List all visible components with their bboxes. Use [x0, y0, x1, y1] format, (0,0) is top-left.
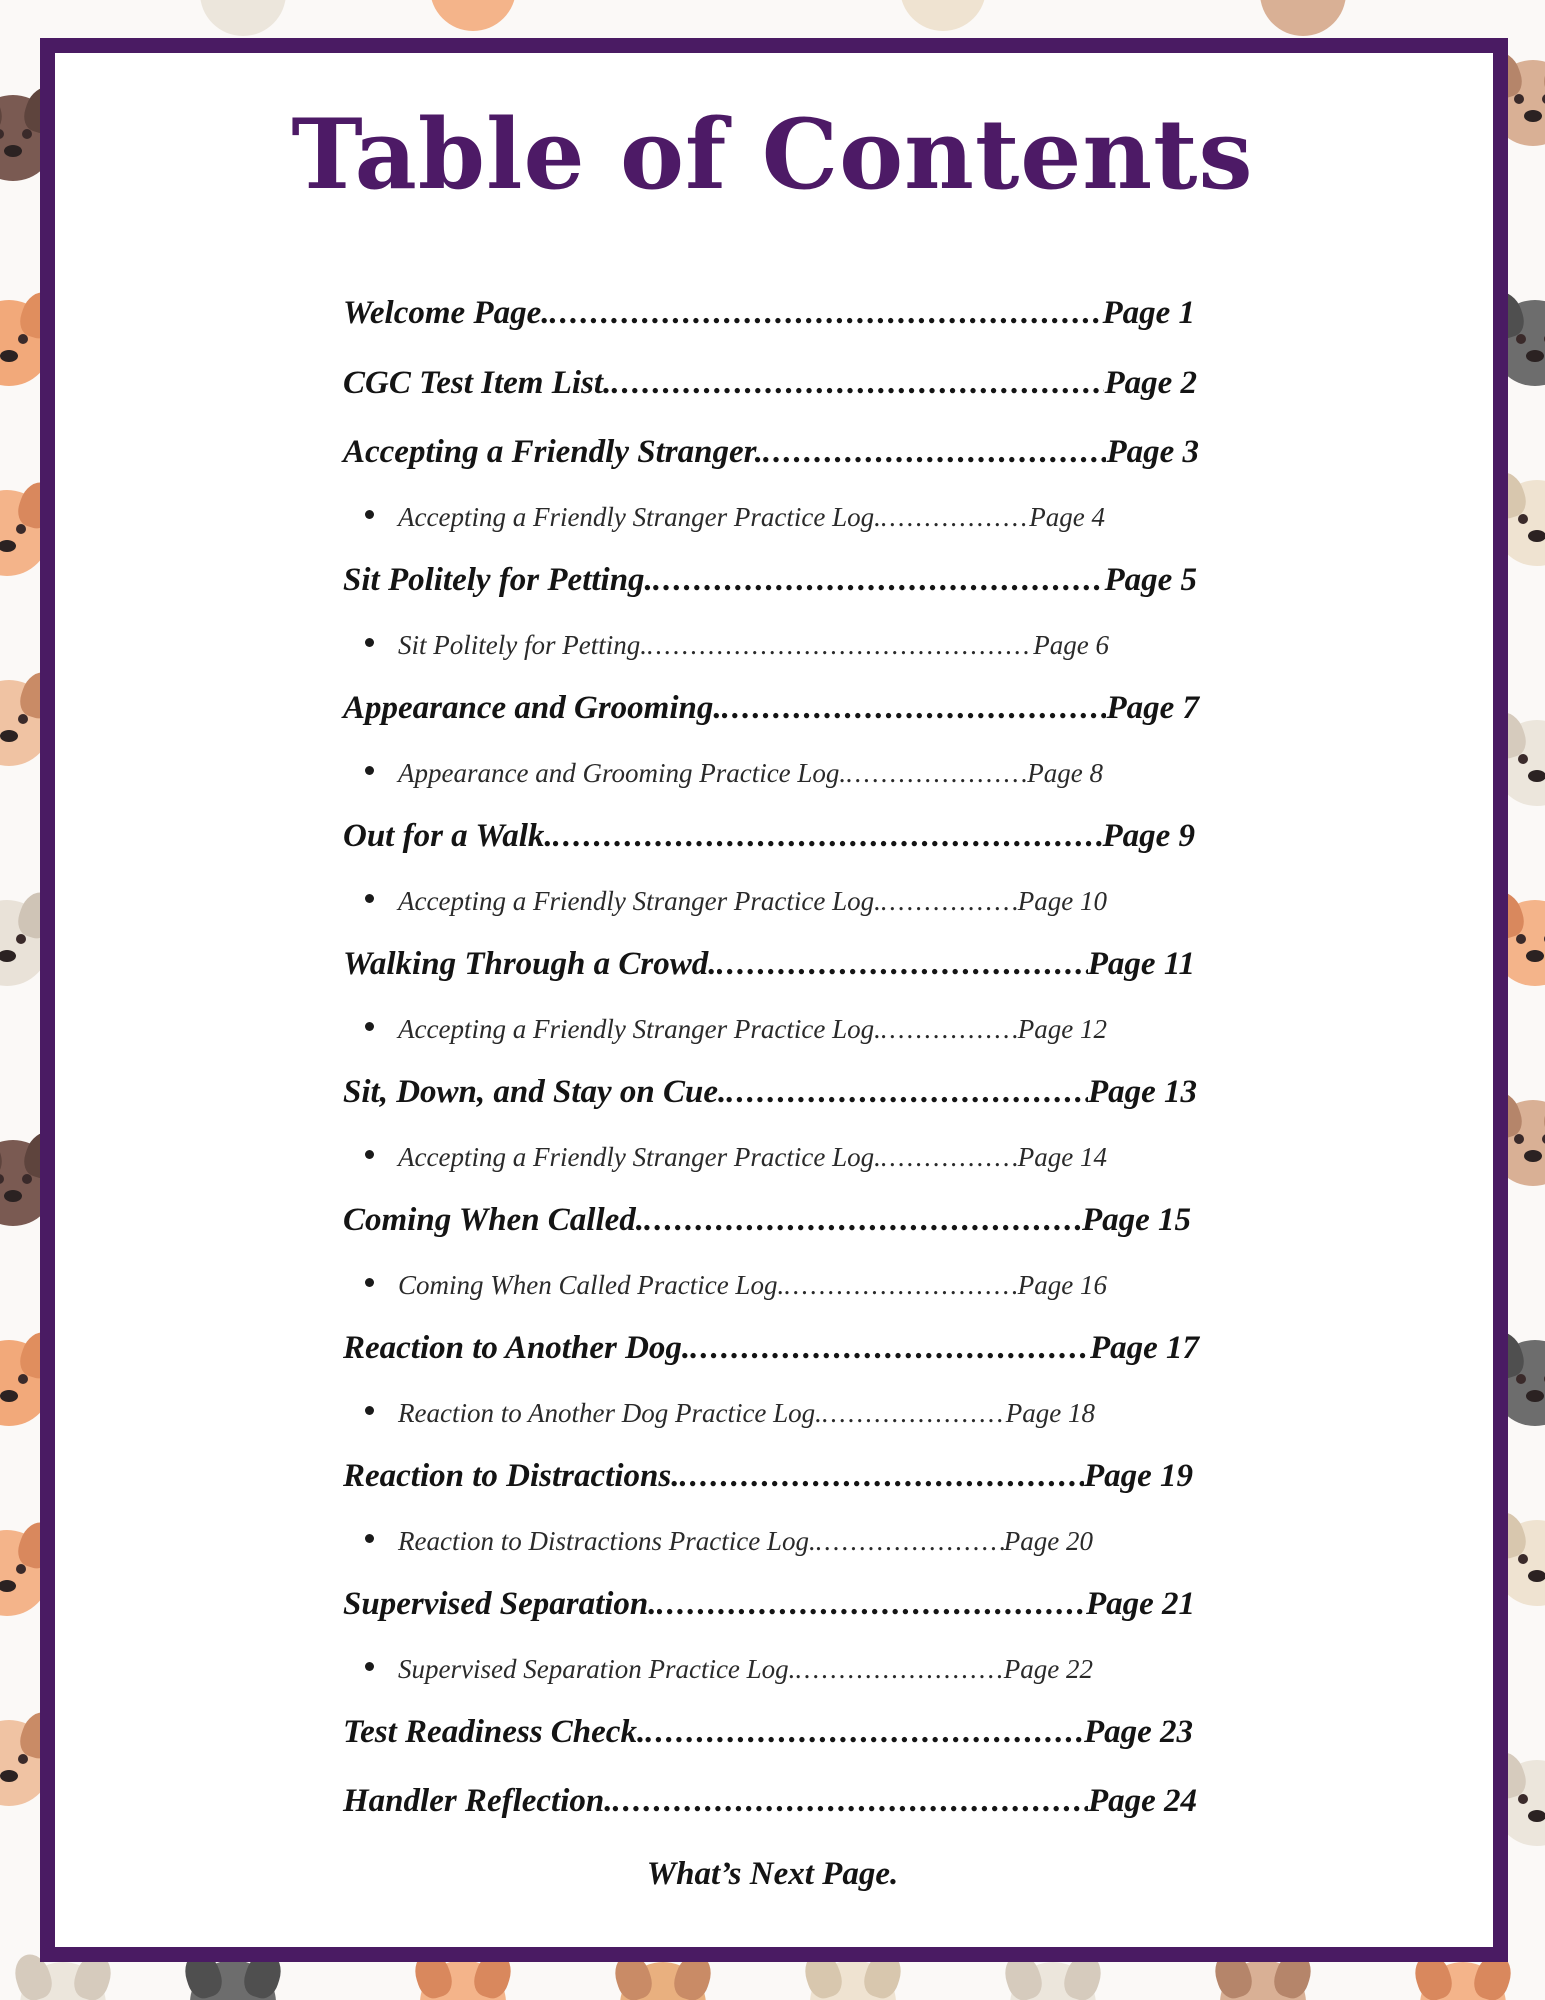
toc-leader-dots: [553, 818, 1103, 855]
dog-face-icon: [1010, 1962, 1096, 2000]
toc-entry-page: Page 24: [1087, 1783, 1197, 1819]
toc-leader-dots: [612, 1783, 1087, 1820]
toc-leader-dots: [647, 630, 1033, 661]
toc-entry[interactable]: [343, 1458, 1193, 1495]
toc-entry-label: Handler Reflection.: [343, 1783, 613, 1819]
whats-next-link[interactable]: What’s Next Page.: [646, 1856, 899, 1892]
toc-entry-label: Sit, Down, and Stay on Cue.: [343, 1074, 727, 1110]
toc-leader-dots: [784, 1270, 1018, 1301]
toc-entry-page: Page 6: [1033, 630, 1109, 660]
toc-leader-dots: [644, 1202, 1082, 1239]
toc-subentry[interactable]: [343, 1526, 1093, 1557]
toc-entry[interactable]: [343, 1330, 1199, 1367]
toc-entry-page: Page 9: [1102, 818, 1195, 854]
toc-leader-dots: [653, 562, 1105, 599]
dog-face-icon: [1220, 1960, 1306, 2000]
dog-face-icon: [190, 1960, 276, 2000]
toc-entry-page: Page 2: [1104, 365, 1197, 401]
toc-leader-dots: [549, 295, 1102, 332]
toc-subentry[interactable]: [343, 1014, 1107, 1045]
toc-entry[interactable]: [343, 1202, 1191, 1239]
toc-leader-dots: [726, 1074, 1088, 1111]
toc-entry-label: Reaction to Distractions Practice Log.: [398, 1526, 816, 1556]
toc-leader-dots: [816, 1526, 1004, 1557]
toc-leader-dots: [645, 1714, 1084, 1751]
toc-entry[interactable]: [343, 295, 1195, 332]
toc-leader-dots: [717, 946, 1088, 983]
toc-leader-dots: [722, 690, 1107, 727]
bullet-icon: [365, 1150, 374, 1159]
toc-leader-dots: [795, 1654, 1003, 1685]
toc-entry-label: Sit Politely for Petting.: [343, 562, 653, 598]
toc-entry-label: Appearance and Grooming.: [343, 690, 722, 726]
toc-entry-page: Page 21: [1085, 1586, 1195, 1622]
toc-entry-label: Accepting a Friendly Stranger Practice Log.: [398, 1142, 881, 1172]
toc-subentry[interactable]: [343, 758, 1103, 789]
toc-entry[interactable]: [343, 818, 1195, 855]
toc-entry-label: Supervised Separation.: [343, 1586, 657, 1622]
toc-entry-page: Page 22: [1003, 1654, 1093, 1684]
toc-entry-page: Page 11: [1087, 946, 1195, 982]
toc-entry-label: Accepting a Friendly Stranger Practice Log.: [398, 1014, 881, 1044]
dog-face-icon: [900, 0, 986, 31]
dog-face-icon: [1260, 0, 1346, 36]
toc-entry-label: Accepting a Friendly Stranger Practice Log.: [398, 886, 881, 916]
toc-entry-page: Page 14: [1017, 1142, 1107, 1172]
toc-entry-label: Reaction to Another Dog Practice Log.: [398, 1398, 822, 1428]
toc-subentry[interactable]: [343, 1654, 1093, 1685]
dog-face-icon: [620, 1962, 706, 2000]
toc-entry[interactable]: [343, 1586, 1195, 1623]
toc-subentry[interactable]: [343, 886, 1107, 917]
toc-entry-page: Page 4: [1029, 502, 1105, 532]
toc-entry-label: Out for a Walk.: [343, 818, 553, 854]
toc-entry-page: Page 17: [1089, 1330, 1199, 1366]
toc-entry-label: Sit Politely for Petting.: [398, 630, 647, 660]
toc-leader-dots: [881, 1014, 1018, 1045]
toc-subentry[interactable]: [343, 1142, 1107, 1173]
toc-entry[interactable]: [343, 1714, 1193, 1751]
toc-entry[interactable]: [343, 365, 1197, 402]
toc-entry-label: Supervised Separation Practice Log.: [398, 1654, 796, 1684]
bullet-icon: [365, 1278, 374, 1287]
toc-subentry[interactable]: [343, 630, 1109, 661]
toc-entry-page: Page 7: [1106, 690, 1199, 726]
toc-entry[interactable]: [343, 690, 1199, 727]
dog-face-icon: [420, 1960, 506, 2000]
toc-subentry[interactable]: [343, 1270, 1107, 1301]
dog-face-icon: [810, 1960, 896, 2000]
dog-face-icon: [430, 0, 516, 31]
toc-subentry[interactable]: [343, 502, 1105, 533]
bullet-icon: [365, 1534, 374, 1543]
toc-entry[interactable]: [343, 1074, 1197, 1111]
toc-leader-dots: [881, 1142, 1018, 1173]
toc-subentry[interactable]: [343, 1398, 1095, 1429]
toc-entry-label: Reaction to Distractions.: [343, 1458, 680, 1494]
toc-entry-page: Page 15: [1081, 1202, 1191, 1238]
toc-entry-page: Page 16: [1017, 1270, 1107, 1300]
toc-leader-dots: [881, 502, 1029, 533]
toc-entry-label: Coming When Called.: [343, 1202, 645, 1238]
toc-leader-dots: [763, 434, 1107, 471]
toc-leader-dots: [679, 1458, 1083, 1495]
toc-entry[interactable]: [343, 434, 1199, 471]
dog-face-icon: [200, 0, 286, 36]
toc-leader-dots: [657, 1586, 1086, 1623]
bullet-icon: [365, 1406, 374, 1415]
toc-entry-page: Page 20: [1003, 1526, 1093, 1556]
page-title: Table of Contents: [291, 98, 1254, 211]
bullet-icon: [365, 894, 374, 903]
toc-entry-label: Walking Through a Crowd.: [343, 946, 717, 982]
toc-leader-dots: [690, 1330, 1090, 1367]
toc-entry-label: Accepting a Friendly Stranger Practice Log.: [398, 502, 881, 532]
toc-entry-page: Page 5: [1104, 562, 1197, 598]
toc-entry[interactable]: [343, 562, 1197, 599]
toc-entry-label: Accepting a Friendly Stranger.: [343, 434, 763, 470]
toc-entry-label: Appearance and Grooming Practice Log.: [398, 758, 847, 788]
toc-leader-dots: [881, 886, 1018, 917]
bullet-icon: [365, 766, 374, 775]
dog-face-icon: [20, 1962, 106, 2000]
toc-entry[interactable]: [343, 946, 1195, 983]
toc-entry-label: CGC Test Item List.: [343, 365, 612, 401]
toc-entry-label: Welcome Page.: [343, 295, 550, 331]
toc-entry-label: Test Readiness Check.: [343, 1714, 646, 1750]
toc-entry-page: Page 19: [1083, 1458, 1193, 1494]
toc-entry-label: Coming When Called Practice Log.: [398, 1270, 785, 1300]
bullet-icon: [365, 638, 374, 647]
toc-entry-page: Page 1: [1102, 295, 1195, 331]
toc-leader-dots: [822, 1398, 1006, 1429]
toc-entry-page: Page 12: [1017, 1014, 1107, 1044]
bullet-icon: [365, 510, 374, 519]
toc-entry-page: Page 3: [1106, 434, 1199, 470]
toc-leader-dots: [611, 365, 1104, 402]
toc-entry-page: Page 23: [1083, 1714, 1193, 1750]
bullet-icon: [365, 1662, 374, 1671]
toc-entry-page: Page 8: [1027, 758, 1103, 788]
toc-entry-page: Page 18: [1005, 1398, 1095, 1428]
toc-entry[interactable]: [343, 1783, 1197, 1820]
toc-entry-page: Page 10: [1017, 886, 1107, 916]
toc-leader-dots: [846, 758, 1027, 789]
dog-face-icon: [1420, 1962, 1506, 2000]
bullet-icon: [365, 1022, 374, 1031]
toc-entry-label: Reaction to Another Dog.: [343, 1330, 691, 1366]
toc-entry-page: Page 13: [1087, 1074, 1197, 1110]
